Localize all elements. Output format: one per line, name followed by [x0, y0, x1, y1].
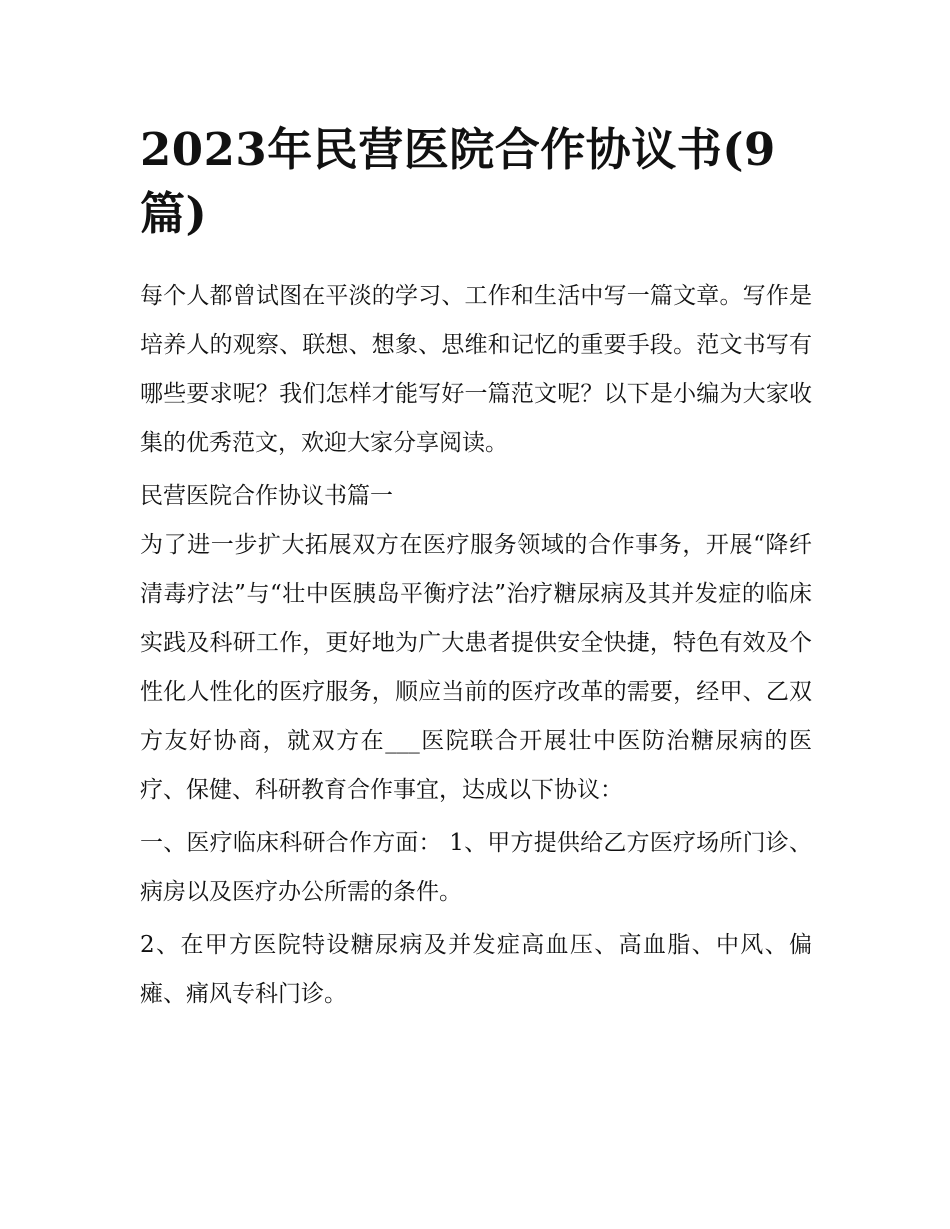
- body-paragraph: 2、在甲方医院特设糖尿病及并发症高血压、高血脂、中风、偏瘫、痛风专科门诊。: [140, 932, 812, 1007]
- document-page: [140, 118, 812, 1023]
- body-paragraph: 一、医疗临床科研合作方面： 1、甲方提供给乙方医疗场所门诊、病房以及医疗办公所需的条件。: [140, 830, 812, 905]
- document-title: 2023年民营医院合作协议书(9篇): [140, 123, 776, 240]
- intro-paragraph: 每个人都曾试图在平淡的学习、工作和生活中写一篇文章。写作是培养人的观察、联想、想象、思维和记忆的重要手段。范文书写有哪些要求呢？我们怎样才能写好一篇范文呢？以下是小编为大家收集的优秀范文，欢迎大家分享阅读。: [140, 283, 812, 456]
- document-body: [140, 272, 812, 1019]
- section-heading: 民营医院合作协议书篇一: [140, 483, 393, 509]
- body-paragraph: 为了进一步扩大拓展双方在医疗服务领域的合作事务，开展“降纤清毒疗法”与“壮中医胰岛平衡疗法”治疗糖尿病及其并发症的临床实践及科研工作，更好地为广大患者提供安全快捷，特色有效及个性化人性化的医疗服务，顺应当前的医疗改革的需要，经甲、乙双方友好协商，就双方在___医院联合开展壮中医防治糖尿病的医疗、保健、科研教育合作事宜，达成以下协议：: [140, 532, 812, 803]
